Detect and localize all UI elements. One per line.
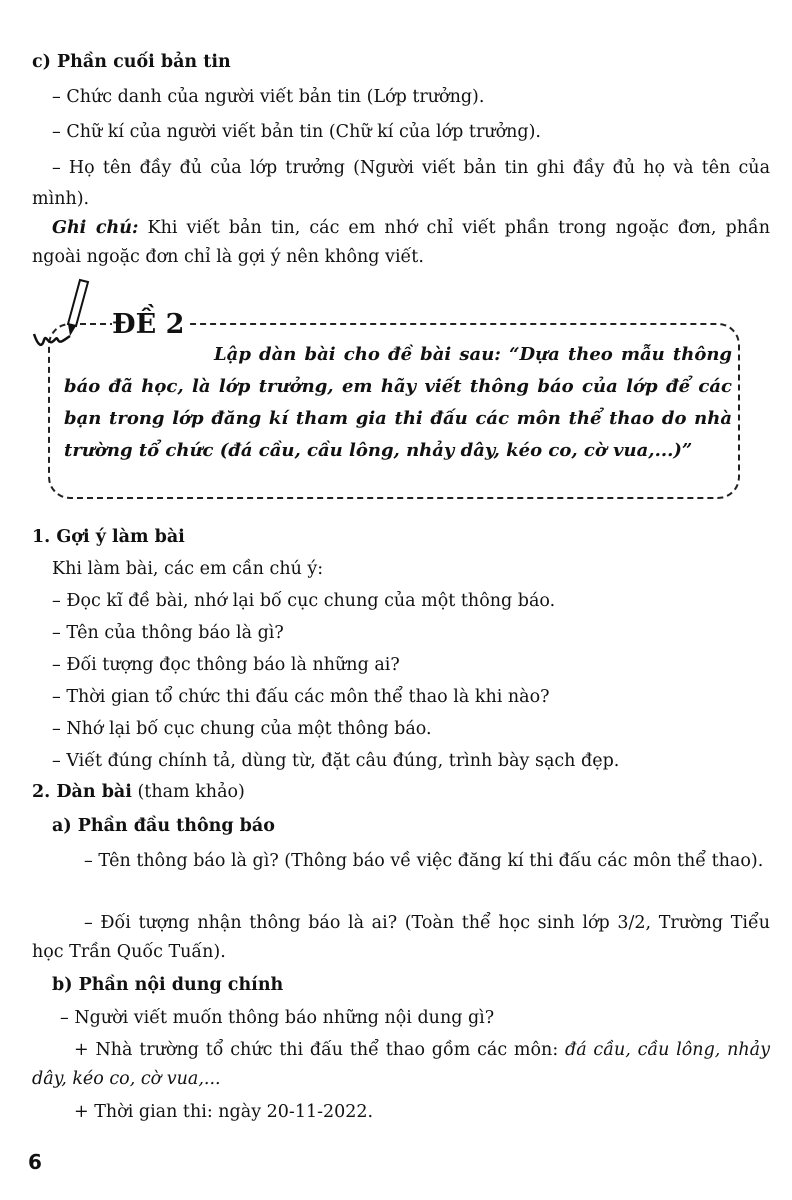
note-label: Ghi chú:	[52, 218, 139, 238]
exercise-prompt: Lập dàn bài cho đề bài sau: “Dựa theo mẫu thông báo đã học, là lớp trưởng, em hãy viết thông báo của lớp để các bạn trong lớp đăng kí tham gia thi đấu các môn thể thao do nhà trường tổ chức (đá cầu, cầu lông, nhảy dây, kéo co, cờ vua,...)”	[64, 344, 732, 461]
list-item: – Đọc kĩ đề bài, nhớ lại bố cục chung của một thông báo.	[52, 591, 556, 611]
list-item: – Nhớ lại bố cục chung của một thông báo.	[52, 719, 432, 739]
list-item: – Chữ kí của người viết bản tin (Chữ kí của lớp trưởng).	[52, 122, 541, 142]
list-item: – Tên thông báo là gì? (Thông báo về việc đăng kí thi đấu các môn thể thao).	[84, 851, 764, 871]
list-item: – Họ tên đầy đủ của lớp trưởng (Người viết bản tin ghi đầy đủ họ và tên của mình).	[32, 158, 770, 209]
list-item: – Thời gian tổ chức thi đấu các môn thể thao là khi nào?	[52, 687, 550, 707]
section-c-heading: c) Phần cuối bản tin	[32, 52, 231, 72]
hints-heading: 1. Gợi ý làm bài	[32, 527, 185, 547]
sports-prefix: + Nhà trường tổ chức thi đấu thể thao gồm các môn:	[74, 1040, 565, 1060]
part-a-heading: a) Phần đầu thông báo	[52, 816, 275, 836]
page-number: 6	[28, 1150, 42, 1174]
sports-list: đá cầu, cầu lông, nhảy dây, kéo co, cờ vua,...	[32, 1040, 770, 1089]
note-text: Khi viết bản tin, các em nhớ chỉ viết phần trong ngoặc đơn, phần ngoài ngoặc đơn chỉ là gợi ý nên không viết.	[32, 218, 770, 267]
list-item: – Người viết muốn thông báo những nội dung gì?	[60, 1008, 495, 1028]
outline-heading-note: (tham khảo)	[131, 782, 245, 802]
note	[32, 214, 770, 272]
exercise-title: ĐỀ 2	[112, 308, 190, 342]
list-item: – Tên của thông báo là gì?	[52, 623, 284, 643]
list-item	[32, 1036, 770, 1094]
list-item: – Đối tượng nhận thông báo là ai? (Toàn thể học sinh lớp 3/2, Trường Tiểu học Trần Quốc Tuấn).	[32, 913, 770, 962]
hints-intro: Khi làm bài, các em cần chú ý:	[52, 559, 324, 579]
part-b-heading: b) Phần nội dung chính	[52, 975, 284, 995]
list-item: + Thời gian thi: ngày 20-11-2022.	[74, 1102, 374, 1122]
outline-heading-text: 2. Dàn bài	[32, 782, 132, 802]
list-item: – Chức danh của người viết bản tin (Lớp trưởng).	[52, 87, 485, 107]
outline-heading	[32, 778, 770, 806]
list-item: – Viết đúng chính tả, dùng từ, đặt câu đúng, trình bày sạch đẹp.	[52, 751, 620, 771]
list-item: – Đối tượng đọc thông báo là những ai?	[52, 655, 400, 675]
